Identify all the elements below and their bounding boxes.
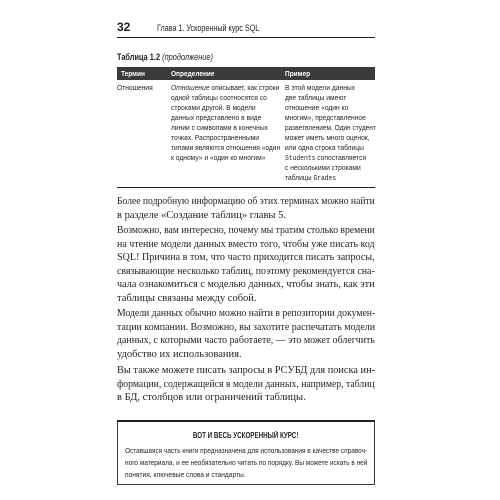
table-caption-label: Таблица 1.2 bbox=[117, 52, 161, 62]
callout-line: понятия, ключевые слова и стандарты. bbox=[125, 470, 246, 479]
paragraph bbox=[117, 307, 375, 361]
paragraph bbox=[117, 195, 375, 222]
definition-line: одной таблицы соотносятся со bbox=[171, 93, 267, 102]
paragraph-line: таблицы связаны между собой. bbox=[117, 292, 257, 304]
definition-line: данных представлено в виде bbox=[171, 113, 262, 122]
table-bottom-rule bbox=[117, 187, 375, 188]
paragraph-line: Модели данных обычно можно найти в репозитории докумен- bbox=[117, 308, 376, 319]
example-line: две таблицы имеют bbox=[285, 93, 347, 102]
code-grades: Grades bbox=[313, 175, 337, 183]
paragraph-line: формации, содержащейся в модели данных, например, таблиц bbox=[117, 378, 375, 390]
code-students: Students bbox=[285, 155, 316, 163]
table-header bbox=[117, 67, 375, 80]
definition-line: точках. Распространенными bbox=[171, 133, 259, 142]
callout-box bbox=[117, 420, 375, 485]
definition-line: строками другой. В модели bbox=[171, 103, 256, 112]
example-line: с несколькими строками bbox=[285, 163, 361, 172]
example-line: разветвлением. Один студент bbox=[285, 123, 376, 132]
paragraph-line: данных, с которыми часто работаете, — это может облегчить bbox=[117, 335, 375, 346]
paragraph-line: Возможно, вам интересно, почему мы тратим столько времени bbox=[117, 225, 375, 236]
column-header-term: Термин bbox=[121, 69, 145, 78]
paragraph-line: тации компании. Возможно, вы захотите распечатать модели bbox=[117, 321, 376, 333]
definition-line: Отношение описывает, как строки bbox=[171, 83, 280, 92]
example-line: В этой модели данных bbox=[285, 83, 356, 92]
chapter-title: Глава 1. Ускоренный курс SQL bbox=[157, 22, 260, 33]
column-header-example: Пример bbox=[285, 69, 311, 78]
table-cell-example bbox=[285, 83, 376, 183]
example-line: Students сопоставляется bbox=[285, 153, 367, 163]
paragraph bbox=[117, 364, 375, 405]
paragraph-line: в разделе «Создание таблиц» главы 5. bbox=[117, 209, 286, 221]
callout-line: ного материала, и ее необязательно читать по порядку. Вы можете искать в ней bbox=[125, 458, 368, 467]
definition-line: к одному» и «один ко многим» bbox=[171, 153, 266, 162]
definition-line: типами являются отношения «один bbox=[171, 143, 281, 152]
column-header-definition: Определение bbox=[171, 69, 215, 78]
paragraph-line: Более подробную информацию об этих терминах можно найти bbox=[117, 196, 375, 207]
callout-title: ВОТ И ВЕСЬ УСКОРЕННЫЙ КУРС! bbox=[193, 431, 299, 440]
paragraph-line: на чтение модели данных вместо того, чтобы уже писать код bbox=[117, 238, 375, 250]
example-line: многим», представленное bbox=[285, 113, 366, 122]
page-number: 32 bbox=[117, 20, 131, 34]
table-cell-definition bbox=[171, 83, 280, 163]
paragraph-line: SQL! Причина в том, что часто приходится писать запросы, bbox=[117, 252, 375, 263]
callout-text bbox=[125, 445, 367, 481]
table-cell-term bbox=[117, 83, 169, 93]
paragraph bbox=[117, 224, 375, 305]
term-emphasis: Отношение bbox=[171, 83, 210, 92]
table-caption-note: (продолжение) bbox=[162, 52, 213, 62]
paragraph-line: удобство их использования. bbox=[117, 348, 242, 360]
example-line: может иметь много оценок, bbox=[285, 133, 370, 142]
header-rule bbox=[117, 37, 375, 38]
example-line: или одна строка таблицы bbox=[285, 143, 364, 152]
paragraph-line: Вы также можете писать запросы в РСУБД для поиска ин- bbox=[117, 365, 376, 376]
example-line: таблицы Grades bbox=[285, 173, 337, 183]
callout-line: Оставшаяся часть книги предназначена для использования в качестве справоч- bbox=[125, 446, 368, 455]
example-line: отношение «один ко bbox=[285, 103, 349, 112]
table-caption bbox=[117, 51, 221, 63]
term-text: Отношения bbox=[117, 83, 153, 92]
paragraph-line: связывающие несколько таблиц, поэтому рекомендуется сна- bbox=[117, 265, 375, 277]
paragraph-line: в БД, столбцов или ограничений таблицы. bbox=[117, 392, 306, 403]
definition-line: линии с символами в конечных bbox=[171, 123, 268, 132]
paragraph-line: чала ознакомиться с моделью данных, чтобы знать, как эти bbox=[117, 279, 375, 290]
